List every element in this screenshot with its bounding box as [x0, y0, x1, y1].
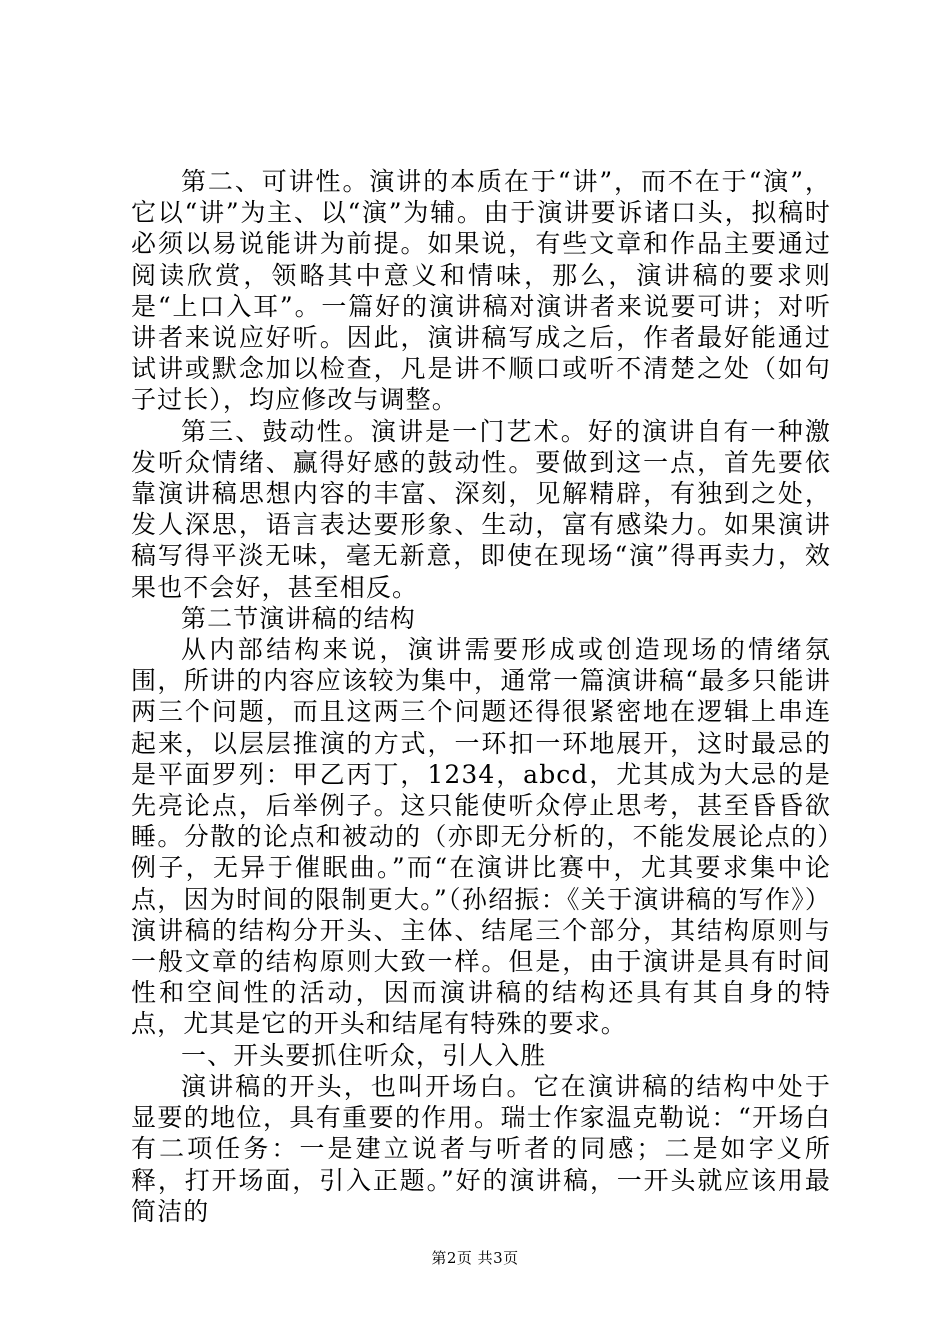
document-body: [131, 166, 831, 1227]
paragraph-internal-structure: 从内部结构来说，演讲需要形成或创造现场的情绪氛围，所讲的内容应该较为集中，通常一篇演讲稿“最多只能讲两三个问题，而且这两三个问题还得很紧密地在逻辑上串连起来，以层层推演的方式，一环扣一环地展开，这时最忌的是平面罗列：甲乙丙丁，1234，abcd，尤其成为大忌的是先亮论点，后举例子。这只能使听众停止思考，甚至昏昏欲睡。分散的论点和被动的（亦即无分析的，不能发展论点的）例子，无异于催眠曲。”而“在演讲比赛中，尤其要求集中论点，因为时间的限制更大。”（孙绍振：《关于演讲稿的写作》）演讲稿的结构分开头、主体、结尾三个部分，其结构原则与一般文章的结构原则大致一样。但是，由于演讲是具有时间性和空间性的活动，因而演讲稿的结构还具有其自身的特点，尤其是它的开头和结尾有特殊的要求。: [131, 635, 831, 1039]
section-heading-structure: 第二节演讲稿的结构: [181, 603, 416, 633]
paragraph-opening-remarks: 演讲稿的开头，也叫开场白。它在演讲稿的结构中处于显要的地位，具有重要的作用。瑞士作家温克勒说：“开场白有二项任务：一是建立说者与听者的同感；二是如字义所释，打开场面，引入正题。”好的演讲稿，一开头就应该用最简洁的: [131, 1071, 831, 1226]
page-number: 第2页 共3页: [431, 1249, 519, 1267]
subheading-opening: 一、开头要抓住听众，引人入胜: [181, 1040, 547, 1070]
page-footer: [0, 1248, 950, 1268]
paragraph-speakability: 第二、可讲性。演讲的本质在于“讲”，而不在于“演”，它以“讲”为主、以“演”为辅。由于演讲要诉诸口头，拟稿时必须以易说能讲为前提。如果说，有些文章和作品主要通过阅读欣赏，领略其中意义和情味，那么，演讲稿的要求则是“上口入耳”。一篇好的演讲稿对演讲者来说要可讲；对听讲者来说应好听。因此，演讲稿写成之后，作者最好能通过试讲或默念加以检查，凡是讲不顺口或听不清楚之处（如句子过长），均应修改与调整。: [131, 167, 831, 415]
paragraph-inspiration: 第三、鼓动性。演讲是一门艺术。好的演讲自有一种激发听众情绪、赢得好感的鼓动性。要做到这一点，首先要依靠演讲稿思想内容的丰富、深刻，见解精辟，有独到之处，发人深思，语言表达要形象、生动，富有感染力。如果演讲稿写得平淡无味，毫无新意，即使在现场“演”得再卖力，效果也不会好，甚至相反。: [131, 416, 831, 602]
